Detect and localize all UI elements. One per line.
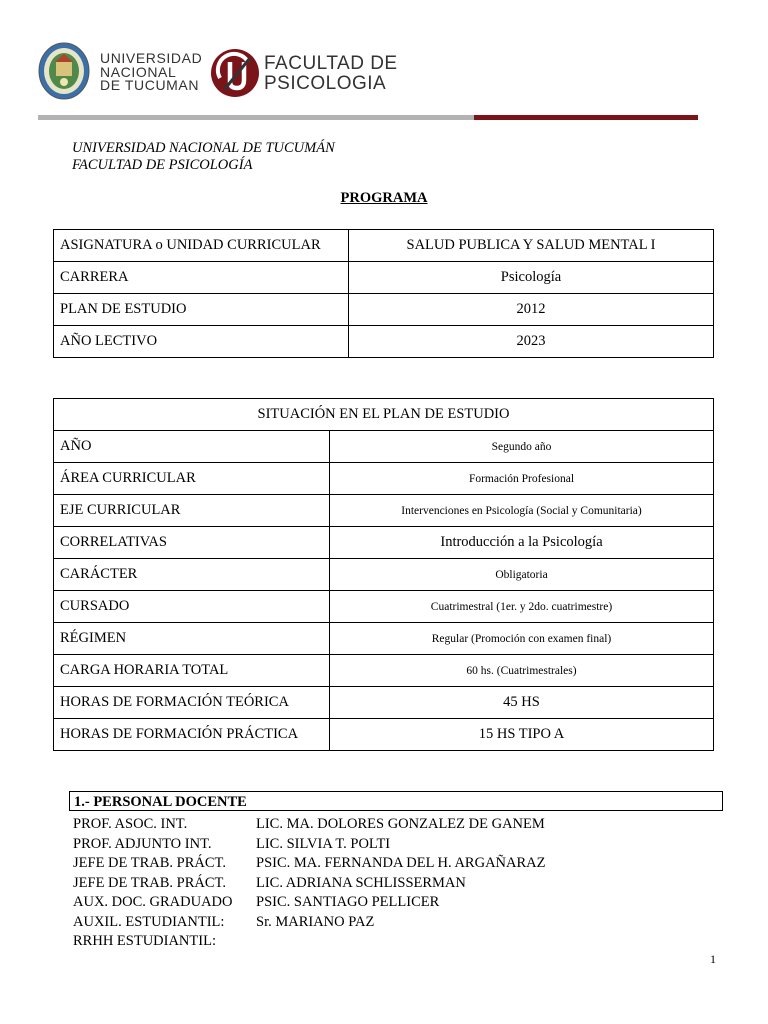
- row-label: AÑO LECTIVO: [54, 326, 349, 358]
- document-title: PROGRAMA: [340, 190, 428, 206]
- staff-name: Sr. MARIANO PAZ: [256, 913, 375, 930]
- row-label: CORRELATIVAS: [54, 527, 330, 559]
- staff-role: JEFE DE TRAB. PRÁCT.: [73, 855, 226, 871]
- table-row: [54, 719, 714, 751]
- institution-heading: [72, 140, 335, 174]
- table-row: [54, 623, 714, 655]
- table-row: [54, 591, 714, 623]
- staff-role: AUXIL. ESTUDIANTIL:: [73, 913, 225, 930]
- row-value: Cuatrimestral (1er. y 2do. cuatrimestre): [330, 591, 714, 623]
- page-header: [36, 40, 716, 110]
- university-name: UNIVERSIDAD NACIONAL DE TUCUMÁN: [72, 140, 335, 156]
- faculty-logo-text: FACULTAD DE PSICOLOGIA: [264, 53, 398, 94]
- course-info-table: [53, 229, 714, 358]
- staff-name: PSIC. MA. FERNANDA DEL H. ARGAÑARAZ: [256, 855, 546, 871]
- staff-role: RRHH ESTUDIANTIL:: [73, 933, 216, 949]
- table-row: [54, 294, 714, 326]
- staff-role: PROF. ASOC. INT.: [73, 816, 188, 832]
- plan-situation-table: [53, 398, 714, 751]
- section-title-personal: 1.- PERSONAL DOCENTE: [69, 791, 723, 811]
- row-value: 60 hs. (Cuatrimestrales): [330, 655, 714, 687]
- list-item: [73, 854, 546, 874]
- table-row: [54, 431, 714, 463]
- staff-name: LIC. ADRIANA SCHLISSERMAN: [256, 874, 466, 891]
- row-label: CARÁCTER: [54, 559, 330, 591]
- row-label: HORAS DE FORMACIÓN TEÓRICA: [54, 687, 330, 719]
- table-row: [54, 687, 714, 719]
- table-row: [54, 262, 714, 294]
- table-row: [54, 655, 714, 687]
- row-value: Obligatoria: [330, 559, 714, 591]
- row-label: CURSADO: [54, 591, 330, 623]
- row-label: CARRERA: [54, 262, 349, 294]
- row-label: ASIGNATURA o UNIDAD CURRICULAR: [54, 230, 349, 262]
- row-value: 2012: [349, 294, 714, 326]
- row-label: HORAS DE FORMACIÓN PRÁCTICA: [54, 719, 330, 751]
- list-item: [73, 932, 546, 952]
- table-row: [54, 559, 714, 591]
- row-value: 45 HS: [330, 687, 714, 719]
- row-label: AÑO: [54, 431, 330, 463]
- row-value: Psicología: [349, 262, 714, 294]
- row-label: EJE CURRICULAR: [54, 495, 330, 527]
- faculty-logo-icon: [210, 48, 260, 98]
- row-value: 15 HS TIPO A: [330, 719, 714, 751]
- staff-role: AUX. DOC. GRADUADO: [73, 894, 233, 910]
- table-row: [54, 230, 714, 262]
- list-item: [73, 874, 546, 894]
- row-value: Intervenciones en Psicología (Social y Comunitaria): [330, 495, 714, 527]
- table-row: [54, 326, 714, 358]
- row-value: Formación Profesional: [330, 463, 714, 495]
- list-item: [73, 893, 546, 913]
- staff-role: PROF. ADJUNTO INT.: [73, 835, 212, 852]
- list-item: [73, 835, 546, 855]
- faculty-name: FACULTAD DE PSICOLOGÍA: [72, 157, 253, 173]
- staff-name: LIC. MA. DOLORES GONZALEZ DE GANEM: [256, 816, 545, 832]
- row-label: RÉGIMEN: [54, 623, 330, 655]
- staff-list: [73, 815, 546, 952]
- table-header: SITUACIÓN EN EL PLAN DE ESTUDIO: [54, 399, 714, 431]
- row-label: ÁREA CURRICULAR: [54, 463, 330, 495]
- table-row: [54, 527, 714, 559]
- row-value: Segundo año: [330, 431, 714, 463]
- row-value: Introducción a la Psicología: [330, 527, 714, 559]
- row-value: Regular (Promoción con examen final): [330, 623, 714, 655]
- staff-role: JEFE DE TRAB. PRÁCT.: [73, 874, 226, 891]
- table-header-row: [54, 399, 714, 431]
- university-seal-icon: [38, 42, 90, 100]
- table-row: [54, 463, 714, 495]
- university-logo-text: UNIVERSIDAD NACIONAL DE TUCUMAN: [100, 50, 203, 93]
- list-item: [73, 815, 546, 835]
- table-row: [54, 495, 714, 527]
- header-divider-grey: [38, 115, 474, 120]
- header-divider-red: [474, 115, 698, 120]
- list-item: [73, 913, 546, 933]
- row-value: 2023: [349, 326, 714, 358]
- row-label: PLAN DE ESTUDIO: [54, 294, 349, 326]
- row-value: SALUD PUBLICA Y SALUD MENTAL I: [349, 230, 714, 262]
- staff-name: LIC. SILVIA T. POLTI: [256, 835, 391, 852]
- staff-name: PSIC. SANTIAGO PELLICER: [256, 894, 440, 910]
- row-label: CARGA HORARIA TOTAL: [54, 655, 330, 687]
- page-number: 1: [710, 952, 716, 966]
